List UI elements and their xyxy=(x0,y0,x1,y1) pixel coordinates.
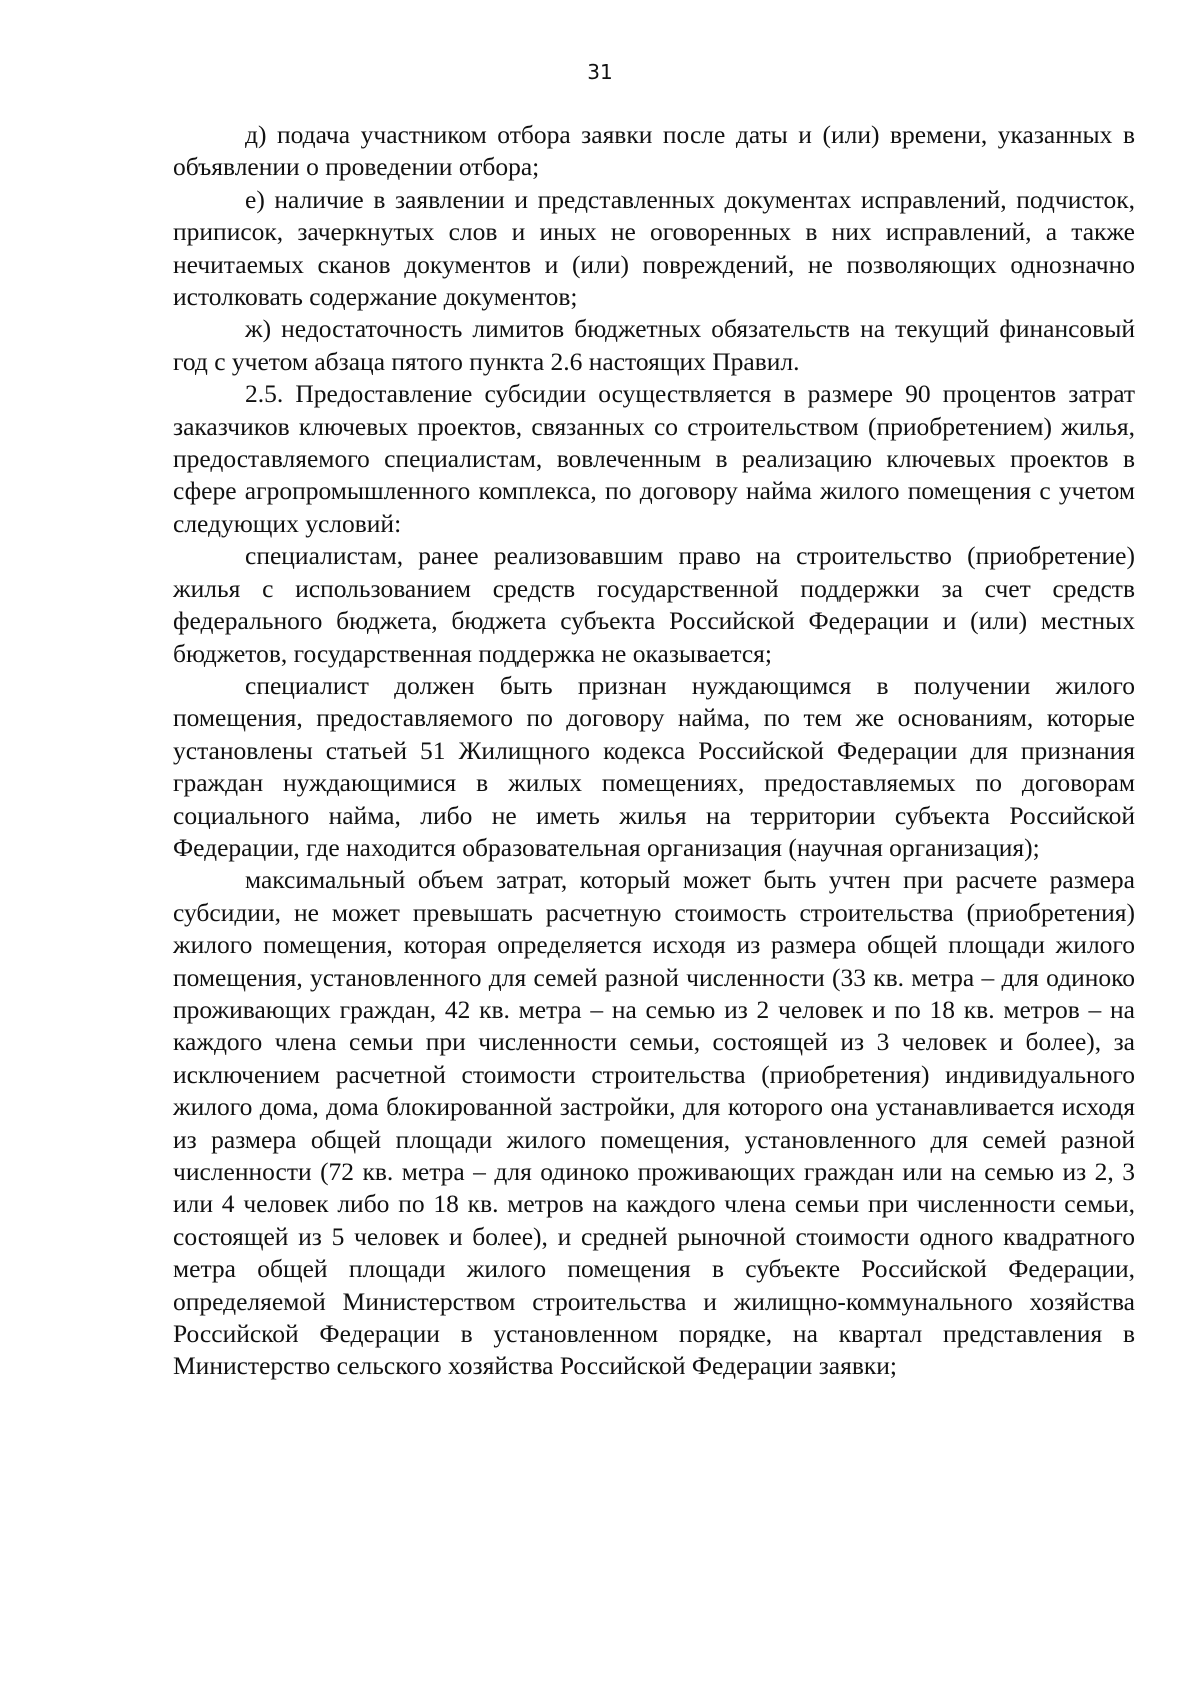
paragraph-condition-housing-need: специалист должен быть признан нуждающимся в получении жилого помещения, предоставляемого по договору найма, по тем же основаниям, которые установлены статьей 51 Жилищного кодекса Российской Федерации для признания граждан нуждающимися в жилых помещениях, предоставляемых по договорам социального найма, либо не иметь жилья на территории субъекта Российской Федерации, где находится образовательная организация (научная организация); xyxy=(173,670,1135,862)
paragraph-item-e: е) наличие в заявлении и представленных документах исправлений, подчисток, приписок, зачеркнутых слов и иных не оговоренных в них исправлений, а также нечитаемых сканов документов и (или) повреждений, не позволяющих однозначно истолковать содержание документов; xyxy=(173,184,1135,312)
paragraph-section-2-5: 2.5. Предоставление субсидии осуществляется в размере 90 процентов затрат заказчиков ключевых проектов, связанных со строительством (приобретением) жилья, предоставляемого специалистам, вовлеченным в реализацию ключевых проектов в сфере агропромышленного комплекса, по договору найма жилого помещения с учетом следующих условий: xyxy=(173,379,1135,538)
document-body xyxy=(173,119,1135,1383)
paragraph-item-d: д) подача участником отбора заявки после даты и (или) времени, указанных в объявлении о проведении отбора; xyxy=(173,120,1135,182)
paragraph-condition-prior-support: специалистам, ранее реализовавшим право на строительство (приобретение) жилья с использованием средств государственной поддержки за счет средств федерального бюджета, бюджета субъекта Российской Федерации и (или) местных бюджетов, государственная поддержка не оказывается; xyxy=(173,541,1135,668)
paragraph-condition-max-costs: максимальный объем затрат, который может быть учтен при расчете размера субсидии, не может превышать расчетную стоимость строительства (приобретения) жилого помещения, которая определяется исходя из размера общей площади жилого помещения, установленного для семей разной численности (33 кв. метра – для одиноко проживающих граждан, 42 кв. метра – на семью из 2 человек и по 18 кв. метров – на каждого члена семьи при численности семьи, состоящей из 3 человек и более), за исключением расчетной стоимости строительства (приобретения) индивидуального жилого дома, дома блокированной застройки, для которого она устанавливается исходя из размера общей площади жилого помещения, установленного для семей разной численности (72 кв. метра – для одиноко проживающих граждан или на семью из 2, 3 или 4 человек либо по 18 кв. метров на каждого члена семьи при численности семьи, состоящей из 5 человек и более), и средней рыночной стоимости одного квадратного метра общей площади жилого помещения в субъекте Российской Федерации, определяемой Министерством строительства и жилищно-коммунального хозяйства Российской Федерации в установленном порядке, на квартал представления в Министерство сельского хозяйства Российской Федерации заявки; xyxy=(173,865,1135,1381)
page-number: 31 xyxy=(587,60,613,84)
paragraph-item-zh: ж) недостаточность лимитов бюджетных обязательств на текущий финансовый год с учетом абзаца пятого пункта 2.6 настоящих Правил. xyxy=(173,314,1135,376)
